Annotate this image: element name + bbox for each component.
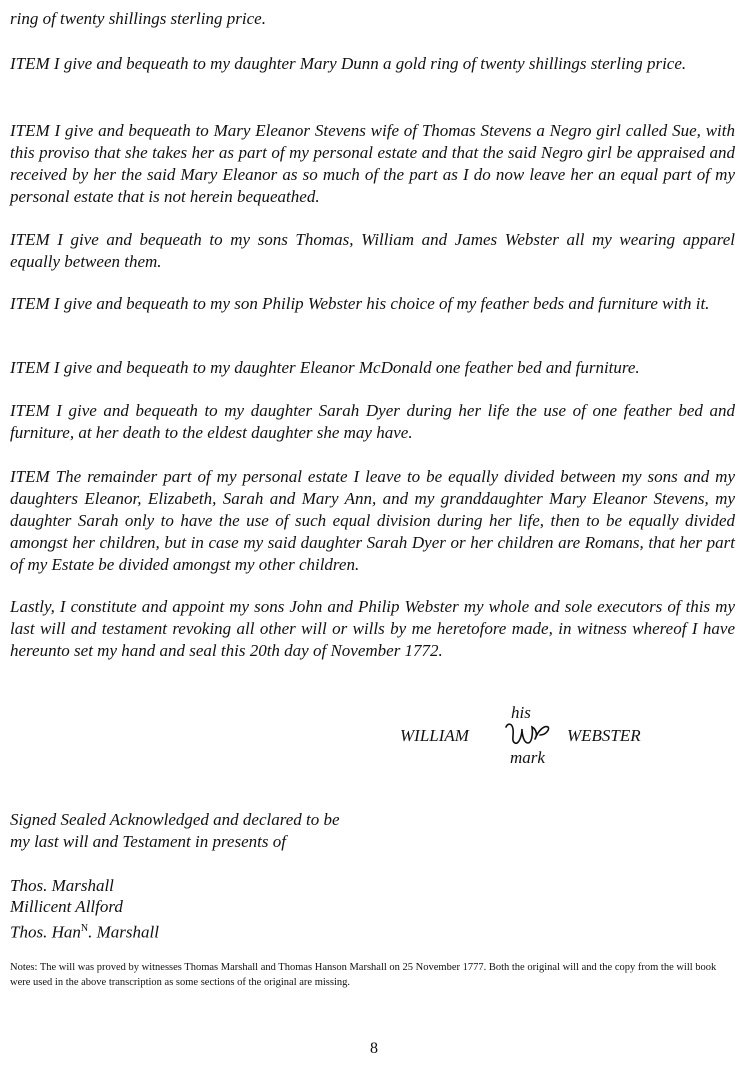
witness-3 <box>10 918 159 944</box>
witness-3-first: Thos. Han <box>10 922 81 942</box>
paragraph-lastly: Lastly, I constitute and appoint my sons John and Philip Webster my whole and sole executors of this my last will and testament revoking all other will or wills by me heretofore made, in witness whereof I have hereunto set my hand and seal this 20th day of November 1772. <box>10 597 735 660</box>
paragraph-item-mary-eleanor: ITEM I give and bequeath to Mary Eleanor Stevens wife of Thomas Stevens a Negro girl called Sue, with this proviso that she takes her as part of my personal estate and that the said Negro girl be appraised and received by her the said Mary Eleanor as so much of the part as I do now leave her an equal part of my personal estate that is not herein bequeathed. <box>10 121 735 206</box>
attestation-line-1: Signed Sealed Acknowledged and declared to be <box>10 810 340 829</box>
signature-his: his <box>511 703 531 722</box>
signature-first-name: WILLIAM <box>400 726 469 745</box>
signature-mark-glyph <box>502 717 552 751</box>
attestation-line-2: my last will and Testament in presents of <box>10 832 286 851</box>
signature-mark: mark <box>510 748 545 767</box>
paragraph-item-remainder: ITEM The remainder part of my personal estate I leave to be equally divided between my sons and my daughters Eleanor, Elizabeth, Sarah and Mary Ann, and my granddaughter Mary Eleanor Stevens, my daughter Sarah only to have the use of such equal division during her life, then to be equally divided amongst her children, but in case my said daughter Sarah Dyer or her children are Romans, that her part of my Estate be divided amongst my other children. <box>10 467 735 574</box>
witness-3-last: . Marshall <box>88 922 159 942</box>
witness-1: Thos. Marshall <box>10 876 114 895</box>
paragraph-item-eleanor-mcdonald: ITEM I give and bequeath to my daughter Eleanor McDonald one feather bed and furniture. <box>10 358 640 377</box>
paragraph-item-sons-apparel: ITEM I give and bequeath to my sons Thomas, William and James Webster all my wearing apparel equally between them. <box>10 230 735 271</box>
paragraph-item-philip: ITEM I give and bequeath to my son Philip Webster his choice of my feather beds and furniture with it. <box>10 294 710 313</box>
witness-2: Millicent Allford <box>10 897 123 916</box>
paragraph-item-mary-dunn: ITEM I give and bequeath to my daughter Mary Dunn a gold ring of twenty shillings sterling price. <box>10 54 687 73</box>
signature-last-name: WEBSTER <box>567 726 641 745</box>
page-number: 8 <box>370 1040 378 1057</box>
paragraph-continuation: ring of twenty shillings sterling price. <box>10 9 266 28</box>
footnote-notes: Notes: The will was proved by witnesses Thomas Marshall and Thomas Hanson Marshall on 25 November 1777. Both the original will and the copy from the will book were used in the above transcription as some sections of the original are missing. <box>10 962 717 988</box>
paragraph-item-sarah-dyer: ITEM I give and bequeath to my daughter Sarah Dyer during her life the use of one feather bed and furniture, at her death to the eldest daughter she may have. <box>10 401 735 442</box>
witness-3-superscript: N <box>80 923 89 934</box>
